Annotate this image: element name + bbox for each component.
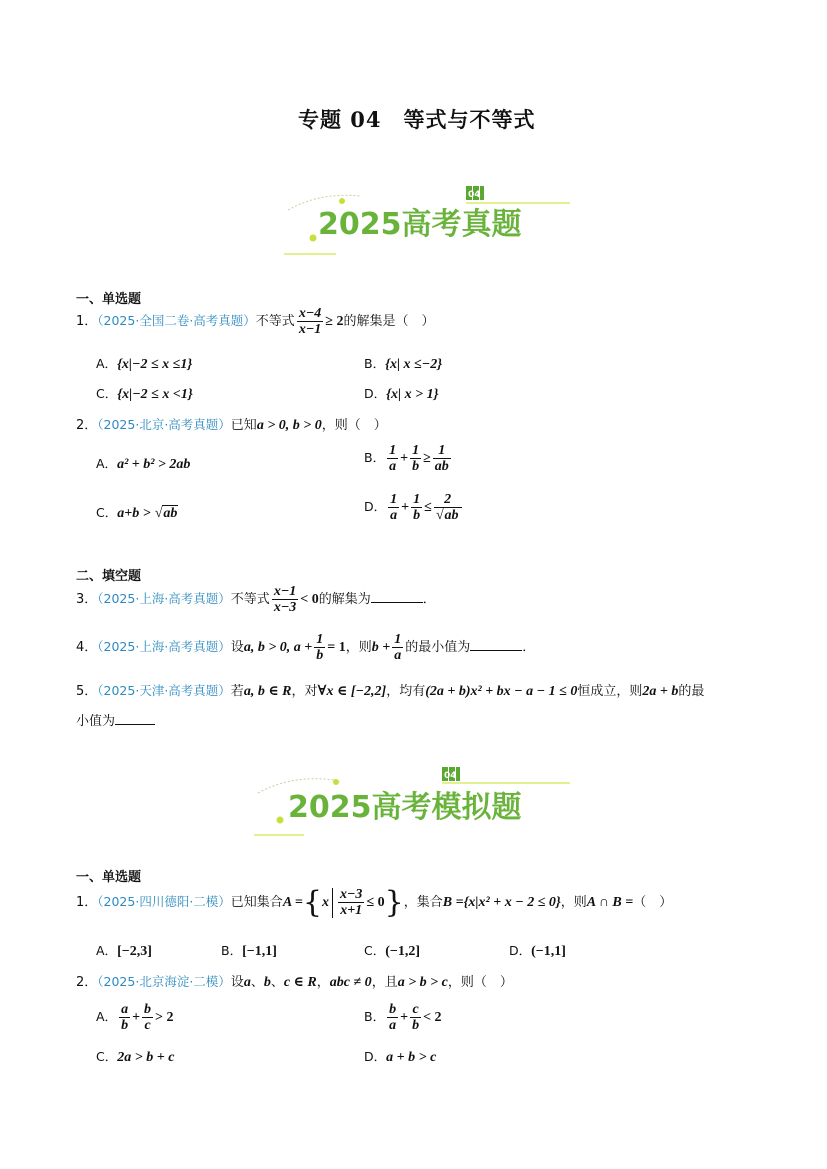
section-single-choice-2: 一、单选题 (76, 870, 142, 885)
question-source: （2025·上海·高考真题） (97, 591, 231, 606)
banner-real-exam (280, 182, 580, 262)
option-a[interactable]: A．{x|−2 ≤ x ≤1} (96, 356, 193, 372)
answer-blank[interactable] (470, 638, 522, 651)
question-source: （2025·四川德阳·二模） (97, 894, 231, 909)
mock-question-1: 1．（2025·四川德阳·二模）已知集合A ={x $\frac{x-3}{x+1}$ ≤ 0}，集合B ={x|x² + x − 2 ≤ 0}，则A ∩ B =（ ） (76, 885, 673, 920)
question-5: 5．（2025·天津·高考真题）若a, b ∈ R，对∀x ∈ [−2,2]，均有(2a + b)x² + bx − a − 1 ≤ 0恒成立，则2a + b的最 (76, 683, 705, 699)
mock-question-2: 2．（2025·北京海淀·二模）设a、b、c ∈ R，abc ≠ 0，且a > b > c，则（ ） (76, 974, 513, 990)
section-fill-blank: 二、填空题 (76, 569, 142, 584)
fraction: $\frac{x-4}{x-1}$ (298, 306, 322, 337)
question-3: 3．（2025·上海·高考真题）不等式 $\frac{x-1}{x-3}$ < 0的解集为 ． (76, 584, 436, 615)
option-a[interactable]: A．[−2,3] (96, 943, 152, 959)
option-d[interactable]: D．{x| x > 1} (364, 386, 439, 402)
option-b[interactable]: B．{x| x ≤−2} (364, 356, 443, 372)
option-c[interactable]: C．a+b > √ab (96, 505, 178, 521)
banner1-badge: 04 (468, 190, 481, 200)
option-b[interactable]: B．[−1,1] (221, 943, 277, 959)
banner-mock-exam (250, 765, 580, 845)
question-1: 1．（2025·全国二卷·高考真题）不等式 $\frac{x-4}{x-1}$ ≥ 2的解集是（ ） (76, 306, 435, 337)
option-b[interactable]: B． $\frac{1}{a}$ + $\frac{1}{b}$ ≥ $\frac{1}{ab}$ (364, 443, 449, 474)
option-c[interactable]: C．(−1,2] (364, 943, 421, 959)
option-c[interactable]: C．2a > b + c (96, 1049, 175, 1065)
question-source: （2025·天津·高考真题） (97, 683, 231, 698)
page-title (298, 104, 536, 134)
option-a[interactable]: A． $\frac{a}{b}$ + $\frac{b}{c}$ > 2 (96, 1002, 174, 1033)
option-a[interactable]: A．a² + b² > 2ab (96, 456, 191, 472)
section-single-choice-1: 一、单选题 (76, 292, 142, 307)
option-c[interactable]: C．{x|−2 ≤ x <1} (96, 386, 193, 402)
title-part2: 等式与不等式 (403, 107, 536, 132)
banner2-badge: 04 (444, 771, 457, 781)
option-d[interactable]: D．a + b > c (364, 1049, 437, 1065)
banner1-text: 2025高考真题 (318, 207, 522, 242)
answer-blank[interactable] (371, 590, 423, 603)
question-source: （2025·北京海淀·二模） (97, 974, 231, 989)
option-d[interactable]: D．(−1,1] (509, 943, 566, 959)
question-source: （2025·北京·高考真题） (97, 417, 231, 432)
question-4: 4．（2025·上海·高考真题）设a, b > 0, a + $\frac{1}{b}$ = 1，则b + $\frac{1}{a}$ 的最小值为 ． (76, 632, 536, 663)
option-d[interactable]: D． $\frac{1}{a}$ + $\frac{1}{b}$ ≤ $\frac{2}{√ab}$ (364, 492, 464, 523)
banner2-text: 2025高考模拟题 (288, 790, 522, 825)
question-source: （2025·上海·高考真题） (97, 639, 231, 654)
option-b[interactable]: B． $\frac{b}{a}$ + $\frac{c}{b}$ < 2 (364, 1002, 442, 1033)
answer-blank[interactable] (115, 712, 155, 725)
question-2: 2．（2025·北京·高考真题）已知a > 0, b > 0，则（ ） (76, 417, 387, 433)
question-5-line2: 小值为 (76, 710, 155, 729)
question-source: （2025·全国二卷·高考真题） (97, 313, 256, 328)
title-part1: 专题 04 (298, 107, 382, 132)
